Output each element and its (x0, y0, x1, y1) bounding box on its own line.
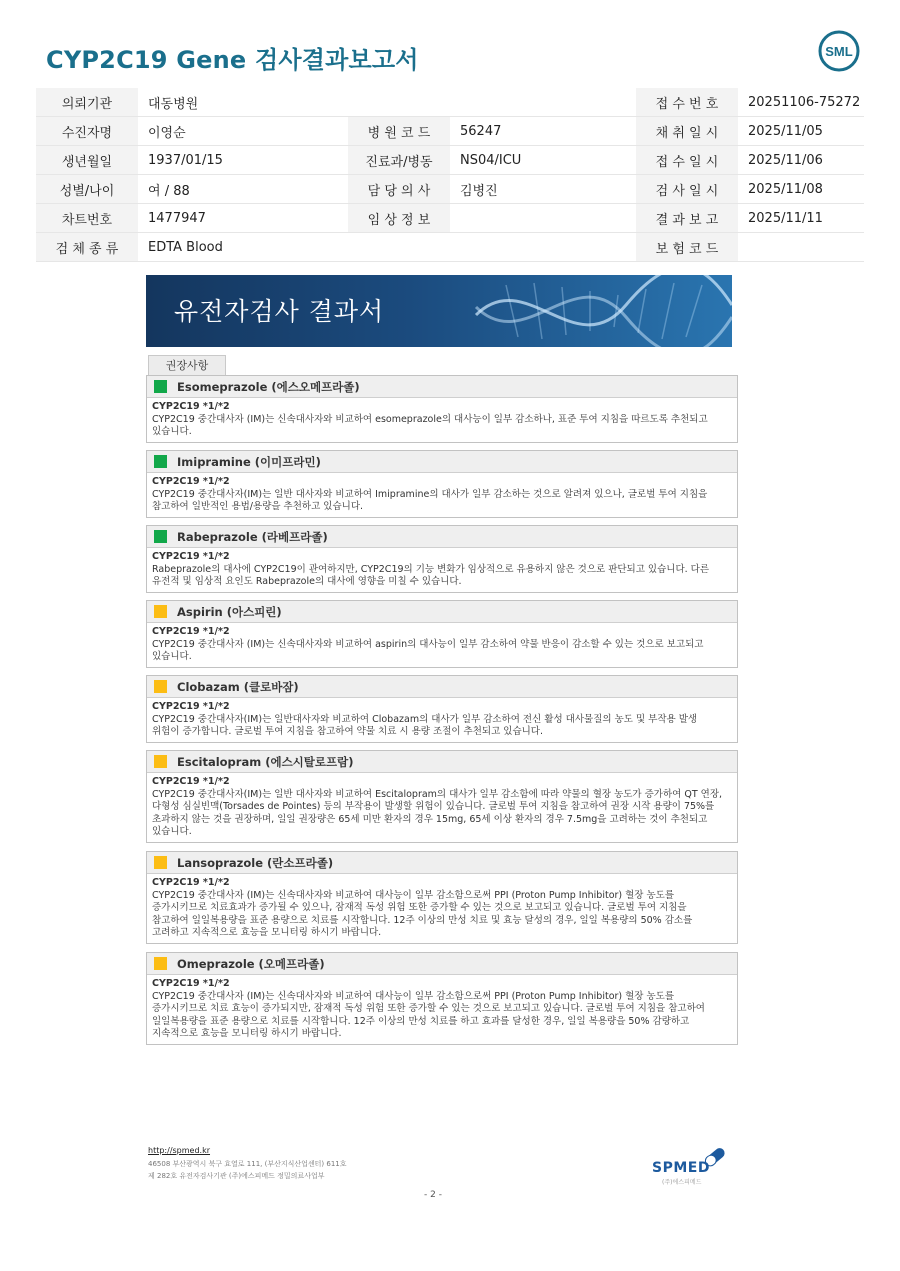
info-value (450, 204, 636, 233)
recommendation-text-line: CYP2C19 중간대사자(IM)는 일반 대사자와 비교하여 Imipramine의 대사가 일부 감소하는 것으로 알려져 있으나, 글로벌 투여 지침을 (152, 488, 708, 500)
recommendation-text-line: CYP2C19 중간대사자 (IM)는 신속대사자와 비교하여 esomeprazole의 대사능이 일부 감소하나, 표준 투여 지침을 따르도록 추천되고 (152, 413, 708, 425)
info-value: 2025/11/06 (738, 146, 864, 175)
info-row (36, 117, 864, 146)
genotype: CYP2C19 *1/*2 (152, 701, 230, 712)
info-row (36, 146, 864, 175)
footer-address: 46508 부산광역시 북구 효열로 111, (부산지식산업센터) 611호 (148, 1160, 347, 1168)
recommendation-text-line: 증가시키므로 치료효과가 증가될 수 있으나, 잠재적 독성 위험 또한 증가할 수 있는 것으로 보고되고 있습니다. 글로벌 투여 지침을 (152, 902, 687, 913)
drug-name: Omeprazole (오메프라졸) (177, 957, 325, 971)
info-label: 접 수 번 호 (636, 88, 738, 117)
result-banner (146, 275, 732, 347)
recommendation-card (146, 375, 738, 443)
footer-organization: 제 282호 유전자검사기관 (주)에스피메드 정밀의료사업부 (148, 1172, 325, 1180)
genotype: CYP2C19 *1/*2 (152, 776, 230, 787)
sml-logo-text: SML (825, 44, 853, 59)
recommendation-body (147, 773, 737, 842)
drug-name: Aspirin (아스피린) (177, 605, 282, 619)
recommendation-text-line: CYP2C19 중간대사자 (IM)는 신속대사자와 비교하여 대사능이 일부 감소함으로써 PPI (Proton Pump Inhibitor) 혈장 농도를 (152, 889, 675, 901)
info-value: 1477947 (138, 204, 348, 233)
info-label: 임 상 정 보 (348, 204, 450, 233)
info-value: 2025/11/08 (738, 175, 864, 204)
recommendation-header (147, 376, 737, 398)
drug-name: Rabeprazole (라베프라졸) (177, 530, 328, 544)
info-value: 김병진 (450, 175, 636, 204)
page-number: - 2 - (424, 1190, 442, 1200)
drug-name: Imipramine (이미프라민) (177, 455, 321, 469)
info-row (36, 175, 864, 204)
recommendation-text-line: CYP2C19 중간대사자 (IM)는 신속대사자와 비교하여 aspirin의 대사능이 일부 감소하여 약물 반응이 감소할 수 있는 것으로 보고되고 (152, 638, 704, 650)
info-row (36, 204, 864, 233)
info-value: 56247 (450, 117, 636, 146)
info-label: 의뢰기관 (36, 88, 138, 117)
info-value: 여 / 88 (138, 175, 348, 204)
info-row (36, 88, 864, 117)
recommendation-body (147, 398, 737, 442)
info-label: 생년월일 (36, 146, 138, 175)
recommendation-text-line: 유전적 및 임상적 요인도 Rabeprazole의 대사에 영향을 미칠 수 있습니다. (152, 576, 462, 587)
info-value: 2025/11/11 (738, 204, 864, 233)
recommendation-header (147, 526, 737, 548)
recommendation-text-line: 위험이 증가합니다. 글로벌 투여 지침을 참고하여 약물 치료 시 용량 조절이 추천되고 있습니다. (152, 726, 544, 737)
recommendation-card (146, 750, 738, 843)
recommendation-body (147, 473, 737, 517)
recommendation-header (147, 676, 737, 698)
info-label: 성별/나이 (36, 175, 138, 204)
genotype: CYP2C19 *1/*2 (152, 877, 230, 888)
recommendation-text-line: CYP2C19 중간대사자(IM)는 일반대사자와 비교하여 Clobazam의 대사가 일부 감소하여 전신 활성 대사물질의 농도 및 부작용 발생 (152, 713, 698, 725)
banner-title: 유전자검사 결과서 (174, 297, 385, 326)
amber-status-square-icon (154, 680, 167, 693)
green-status-square-icon (154, 530, 167, 543)
amber-status-square-icon (154, 957, 167, 970)
info-label: 병 원 코 드 (348, 117, 450, 146)
drug-name: Clobazam (클로바잠) (177, 680, 299, 694)
recommendation-text-line: 다형성 심실빈맥(Torsades de Pointes) 등의 부작용이 발생할 위험이 있습니다. 글로벌 투여 지침을 참고하여 권장 시작 용량이 75%를 (152, 801, 715, 812)
patient-info-table (36, 88, 864, 262)
info-label: 검 사 일 시 (636, 175, 738, 204)
spmed-logo: SPMED (652, 1160, 710, 1176)
info-value: 이영순 (138, 117, 348, 146)
info-value: 20251106-75272 (738, 88, 864, 117)
drug-name: Esomeprazole (에스오메프라졸) (177, 380, 360, 394)
recommendation-body (147, 548, 737, 592)
recommendation-text-line: 지속적으로 효능을 모니터링 하시기 바랍니다. (152, 1028, 342, 1039)
genotype: CYP2C19 *1/*2 (152, 626, 230, 637)
recommendation-text-line: CYP2C19 중간대사자 (IM)는 신속대사자와 비교하여 대사능이 일부 감소함으로써 PPI (Proton Pump Inhibitor) 혈장 농도를 (152, 990, 675, 1002)
info-empty-cell (450, 88, 636, 117)
recommendation-header (147, 953, 737, 975)
recommendation-header (147, 451, 737, 473)
info-value (738, 233, 864, 262)
recommendation-body (147, 698, 737, 742)
recommendation-text-line: 고려하고 지속적으로 효능을 모니터링 하시기 바랍니다. (152, 927, 382, 938)
drug-name: Lansoprazole (란소프라졸) (177, 856, 334, 870)
report-title: CYP2C19 Gene 검사결과보고서 (46, 46, 419, 74)
info-empty-cell (450, 233, 636, 262)
recommendation-body (147, 623, 737, 667)
recommendation-header (147, 751, 737, 773)
info-empty-cell (348, 88, 450, 117)
recommendation-card (146, 600, 738, 668)
info-label: 채 취 일 시 (636, 117, 738, 146)
recommendation-card (146, 525, 738, 593)
green-status-square-icon (154, 380, 167, 393)
spmed-logo-subtitle: (주)에스피메드 (662, 1179, 702, 1186)
info-label: 수진자명 (36, 117, 138, 146)
genotype: CYP2C19 *1/*2 (152, 401, 230, 412)
info-label: 검 체 종 류 (36, 233, 138, 262)
genotype: CYP2C19 *1/*2 (152, 551, 230, 562)
recommendation-body (147, 975, 737, 1044)
recommendation-text-line: 증가시키므로 치료 효능이 증가되지만, 잠재적 독성 위험 또한 증가할 수 있는 것으로 보고되고 있습니다. 글로벌 투여 지침을 참고하여 (152, 1003, 705, 1014)
info-value: EDTA Blood (138, 233, 348, 262)
sml-logo (818, 30, 860, 72)
recommendation-text-line: 있습니다. (152, 826, 192, 837)
info-label: 접 수 일 시 (636, 146, 738, 175)
recommendation-text-line: 있습니다. (152, 426, 192, 437)
info-label: 결 과 보 고 (636, 204, 738, 233)
amber-status-square-icon (154, 605, 167, 618)
info-label: 차트번호 (36, 204, 138, 233)
info-label: 담 당 의 사 (348, 175, 450, 204)
genotype: CYP2C19 *1/*2 (152, 476, 230, 487)
info-empty-cell (348, 233, 450, 262)
info-value: 대동병원 (138, 88, 348, 117)
drug-name: Escitalopram (에스시탈로프람) (177, 755, 354, 769)
recommendation-card (146, 952, 738, 1045)
recommendation-text-line: CYP2C19 중간대사자(IM)는 일반 대사자와 비교하여 Escitalopram의 대사가 일부 감소함에 따라 약물의 혈장 농도가 증가하여 QT 연장, (152, 788, 723, 800)
recommendation-card (146, 851, 738, 944)
recommendation-text-line: 참고하여 일반적인 용법/용량을 추천하고 있습니다. (152, 501, 364, 512)
recommendation-text-line: 있습니다. (152, 651, 192, 662)
info-label: 진료과/병동 (348, 146, 450, 175)
recommendation-text-line: 참고하여 일일복용량을 표준 용량으로 치료를 시작합니다. 12주 이상의 만성 치료 및 효능 달성의 경우, 일일 복용량의 50% 감소를 (152, 914, 693, 926)
info-value: NS04/ICU (450, 146, 636, 175)
recommendation-text-line: Rabeprazole의 대사에 CYP2C19이 관여하지만, CYP2C19의 기능 변화가 임상적으로 유용하지 않은 것으로 판단되고 있습니다. 다른 (152, 563, 710, 575)
genotype: CYP2C19 *1/*2 (152, 978, 230, 989)
recommendation-tab[interactable]: 권장사항 (148, 355, 226, 376)
amber-status-square-icon (154, 755, 167, 768)
amber-status-square-icon (154, 856, 167, 869)
info-row (36, 233, 864, 262)
recommendation-card (146, 675, 738, 743)
recommendation-text-line: 초과하지 않는 것을 권장하며, 일일 권장량은 65세 미만 환자의 경우 15mg, 65세 이상 환자의 경우 7.5mg을 고려하는 것이 추천되고 (152, 813, 708, 825)
footer-website-link[interactable]: http://spmed.kr (148, 1146, 211, 1155)
info-label: 보 험 코 드 (636, 233, 738, 262)
info-value: 1937/01/15 (138, 146, 348, 175)
recommendation-header (147, 852, 737, 874)
recommendation-header (147, 601, 737, 623)
recommendation-card (146, 450, 738, 518)
recommendation-text-line: 일일복용량을 표준 용량으로 치료를 시작합니다. 12주 이상의 만성 치료를 하고 효과를 달성한 경우, 일일 복용량을 50% 감량하고 (152, 1015, 690, 1027)
green-status-square-icon (154, 455, 167, 468)
recommendation-body (147, 874, 737, 943)
info-value: 2025/11/05 (738, 117, 864, 146)
